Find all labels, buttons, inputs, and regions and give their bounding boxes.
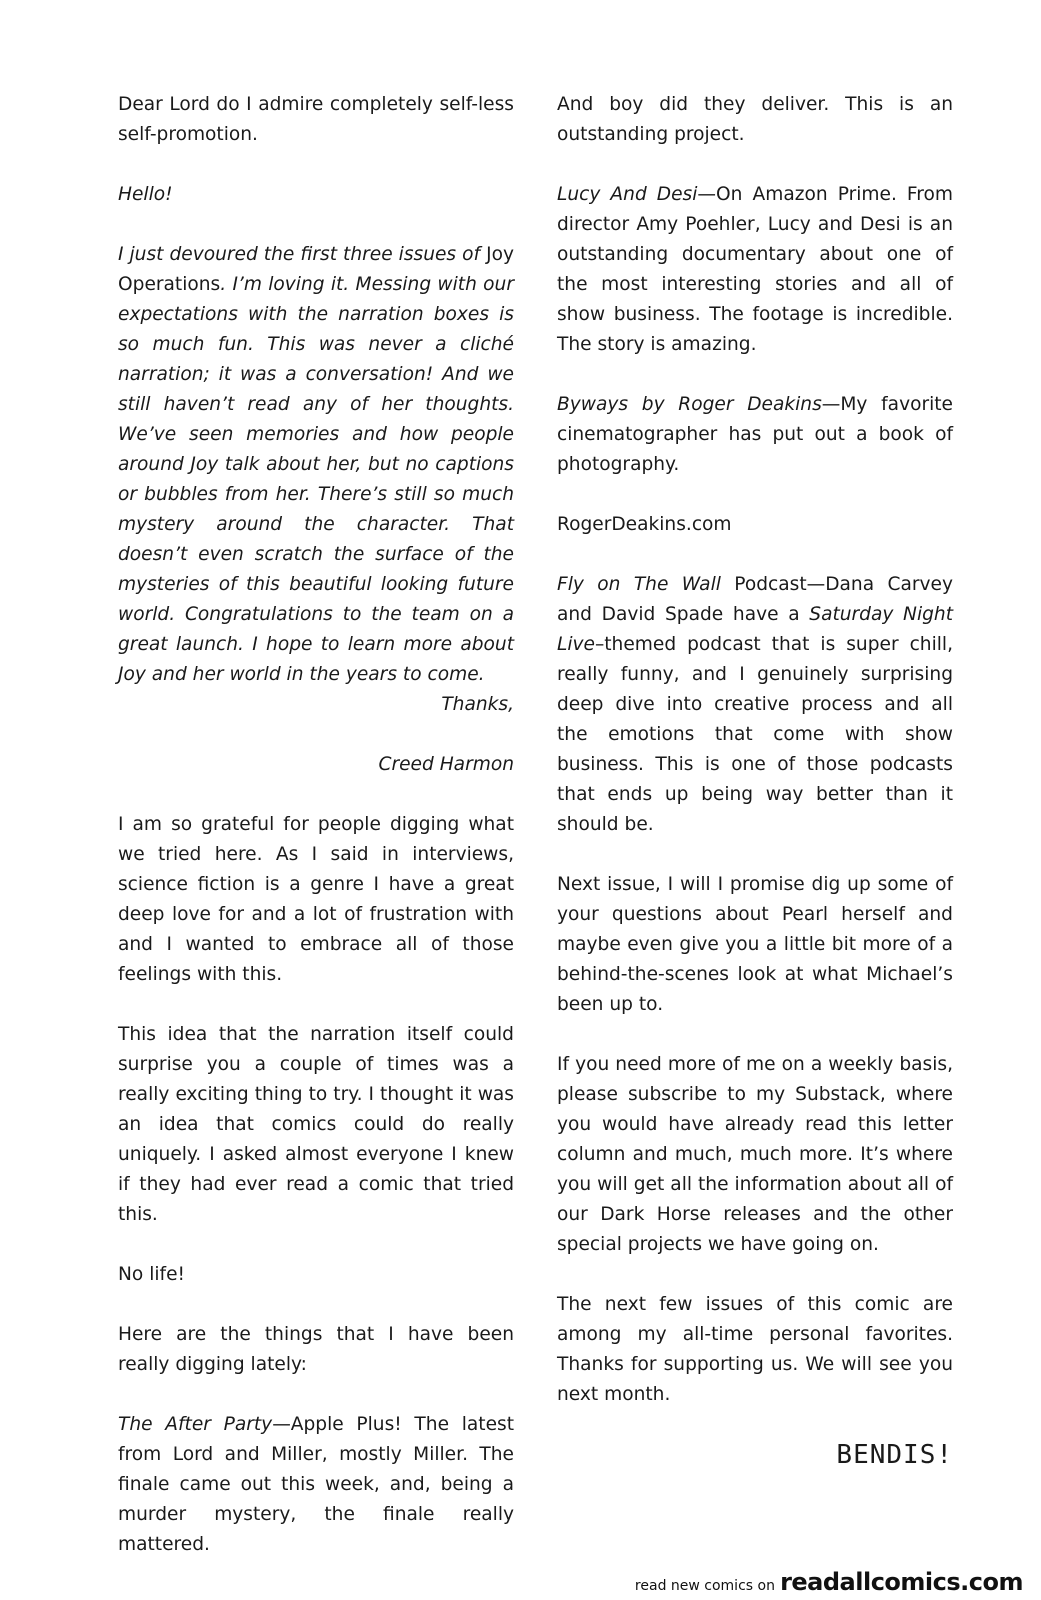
- letter-author: Creed Harmon: [378, 754, 514, 775]
- letter-text-start: I just devoured the first three issues of: [118, 244, 481, 265]
- next-issue-paragraph: Next issue, I will I promise dig up some of your questions about Pearl herself and maybe even give you a little bit more of a behind-the-scenes look at what Michael’s been up to.: [557, 874, 953, 1015]
- intro-paragraph: Dear Lord do I admire completely self-less self-promotion.: [118, 94, 514, 145]
- continued-paragraph: And boy did they deliver. This is an outstanding project.: [557, 94, 953, 145]
- response-paragraph-1: I am so grateful for people digging what we tried here. As I said in interviews, science fiction is a genre I have a great deep love for and a lot of frustration with and I wanted to embrace all of those feelings with this.: [118, 814, 514, 985]
- footer-site-link[interactable]: readallcomics.com: [780, 1568, 1023, 1596]
- website-reference: RogerDeakins.com: [557, 514, 732, 535]
- footer-watermark: [635, 1568, 1023, 1596]
- show-title: Saturday Night Live: [557, 604, 954, 655]
- recommendation-text: —On Amazon Prime. From director Amy Poehler, Lucy and Desi is an outstanding documentary about one of the most interesting stories and all of show business. The footage is incredible. The story is amazing.: [557, 184, 953, 355]
- response-paragraph-2: This idea that the narration itself could surprise you a couple of times was a really exciting thing to try. I thought it was an idea that comics could do really uniquely. I asked almost everyone I knew if they had ever read a comic that tried this.: [118, 1024, 514, 1225]
- response-paragraph-3: No life!: [118, 1264, 185, 1285]
- left-column: [118, 90, 514, 1590]
- comic-title: Joy Operations: [118, 244, 514, 295]
- recommendation-after-party: [118, 1410, 514, 1560]
- letter-text-rest: . I’m loving it. Messing with our expectations with the narration boxes is so much fun. This was never a cliché narration; it was a conversation! And we still haven’t read any of her thoughts. We’ve seen memories and how people around Joy talk about her, but no captions or bubbles from her. There’s still so much mystery around the character. That doesn’t even scratch the surface of the mysteries of this beautiful looking future world. Congratulations to the team on a great launch. I hope to learn more about Joy and her world in the years to come.: [118, 274, 514, 685]
- reader-letter: [118, 240, 514, 690]
- substack-paragraph: If you need more of me on a weekly basis, please subscribe to my Substack, where you would have already read this letter column and much, much more. It’s where you will get all the information about all of our Dark Horse releases and the other special projects we have going on.: [557, 1054, 953, 1255]
- recommendation-text: —My favorite cinematographer has put out a book of photography.: [557, 394, 953, 475]
- recommendation-title: Byways by Roger Deakins: [557, 394, 822, 415]
- recommendation-title: Fly on The Wall: [557, 574, 721, 595]
- closing-paragraph: The next few issues of this comic are among my all-time personal favorites. Thanks for supporting us. We will see you next month.: [557, 1294, 953, 1405]
- recommendation-title: The After Party: [118, 1414, 273, 1435]
- recommendation-byways: [557, 390, 953, 480]
- letter-greeting: Hello!: [118, 184, 173, 205]
- recommendation-text-cont: –themed podcast that is super chill, really funny, and I genuinely surprising deep dive into creative process and all the emotions that come with show business. This is one of those podcasts that ends up being way better than it should be.: [557, 634, 953, 835]
- right-column: [557, 90, 953, 1470]
- footer-prefix: read new comics on: [634, 1578, 775, 1594]
- response-paragraph-4: Here are the things that I have been really digging lately:: [118, 1324, 514, 1375]
- recommendation-title: Lucy And Desi: [557, 184, 698, 205]
- letter-signoff: Thanks,: [441, 694, 514, 715]
- recommendation-fly-on-the-wall: [557, 570, 953, 840]
- recommendation-text: —Apple Plus! The latest from Lord and Miller, mostly Miller. The finale came out this week, and, being a murder mystery, the finale really mattered.: [118, 1414, 514, 1555]
- recommendation-lucy-and-desi: [557, 180, 953, 360]
- author-signature: BENDIS!: [836, 1440, 953, 1470]
- recommendation-text: Podcast—Dana Carvey and David Spade have a: [557, 574, 953, 625]
